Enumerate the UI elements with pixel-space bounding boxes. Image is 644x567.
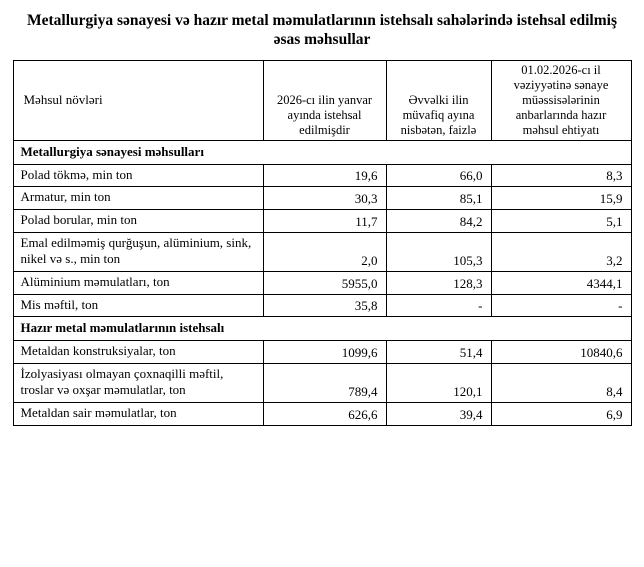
column-header-percent-previous-year: Əvvəlki ilin müvafiq ayına nisbətən, faizlə (386, 60, 491, 140)
table-row (13, 341, 631, 364)
column-header-warehouse-stock: 01.02.2026-cı il vəziyyətinə sənaye müəssisələrinin anbarlarında hazır məhsul ehtiyatı (491, 60, 631, 140)
row-value-stock: 8,3 (491, 164, 631, 187)
row-label: İzolyasiyası olmayan çoxnaqilli məftil, troslar və oxşar məmulatlar, ton (13, 363, 263, 402)
row-label: Metaldan konstruksiyalar, ton (13, 341, 263, 364)
row-value-stock: 15,9 (491, 187, 631, 210)
statistics-table (13, 60, 632, 426)
table-row (13, 232, 631, 271)
row-value-production: 30,3 (263, 187, 386, 210)
column-header-production-january: 2026-cı ilin yanvar ayında istehsal edilmişdir (263, 60, 386, 140)
row-value-stock: 6,9 (491, 403, 631, 426)
table-row (13, 294, 631, 317)
row-value-stock: 8,4 (491, 363, 631, 402)
row-label: Emal edilməmiş qurğuşun, alüminium, sink, nikel və s., min ton (13, 232, 263, 271)
table-row (13, 363, 631, 402)
row-value-percent: 51,4 (386, 341, 491, 364)
row-value-stock: - (491, 294, 631, 317)
row-value-percent: 120,1 (386, 363, 491, 402)
table-header (13, 60, 631, 140)
row-value-production: 2,0 (263, 232, 386, 271)
section-label: Hazır metal məmulatlarının istehsalı (13, 317, 631, 341)
row-label: Polad borular, min ton (13, 210, 263, 233)
row-value-percent: 84,2 (386, 210, 491, 233)
row-value-production: 5955,0 (263, 271, 386, 294)
row-value-production: 11,7 (263, 210, 386, 233)
table-row (13, 187, 631, 210)
row-value-production: 19,6 (263, 164, 386, 187)
row-value-percent: 39,4 (386, 403, 491, 426)
table-header-row (13, 60, 631, 140)
table-row (13, 271, 631, 294)
page-title: Metallurgiya sənayesi və hazır metal məmulatlarının istehsalı sahələrində istehsal edilmiş əsas məhsullar (27, 12, 617, 49)
table-body (13, 140, 631, 425)
table-row (13, 403, 631, 426)
row-value-production: 789,4 (263, 363, 386, 402)
row-value-production: 1099,6 (263, 341, 386, 364)
table-section-row (13, 140, 631, 164)
row-label: Polad tökmə, min ton (13, 164, 263, 187)
table-row (13, 164, 631, 187)
row-value-percent: 85,1 (386, 187, 491, 210)
row-value-percent: 105,3 (386, 232, 491, 271)
column-header-product-types: Məhsul növləri (13, 60, 263, 140)
row-label: Alüminium məmulatları, ton (13, 271, 263, 294)
row-value-stock: 10840,6 (491, 341, 631, 364)
row-label: Mis məftil, ton (13, 294, 263, 317)
row-value-stock: 5,1 (491, 210, 631, 233)
table-section-row (13, 317, 631, 341)
row-value-stock: 4344,1 (491, 271, 631, 294)
row-value-production: 626,6 (263, 403, 386, 426)
row-value-stock: 3,2 (491, 232, 631, 271)
row-value-percent: 66,0 (386, 164, 491, 187)
row-value-percent: - (386, 294, 491, 317)
table-row (13, 210, 631, 233)
section-label: Metallurgiya sənayesi məhsulları (13, 140, 631, 164)
row-label: Metaldan sair məmulatlar, ton (13, 403, 263, 426)
row-value-production: 35,8 (263, 294, 386, 317)
row-value-percent: 128,3 (386, 271, 491, 294)
row-label: Armatur, min ton (13, 187, 263, 210)
